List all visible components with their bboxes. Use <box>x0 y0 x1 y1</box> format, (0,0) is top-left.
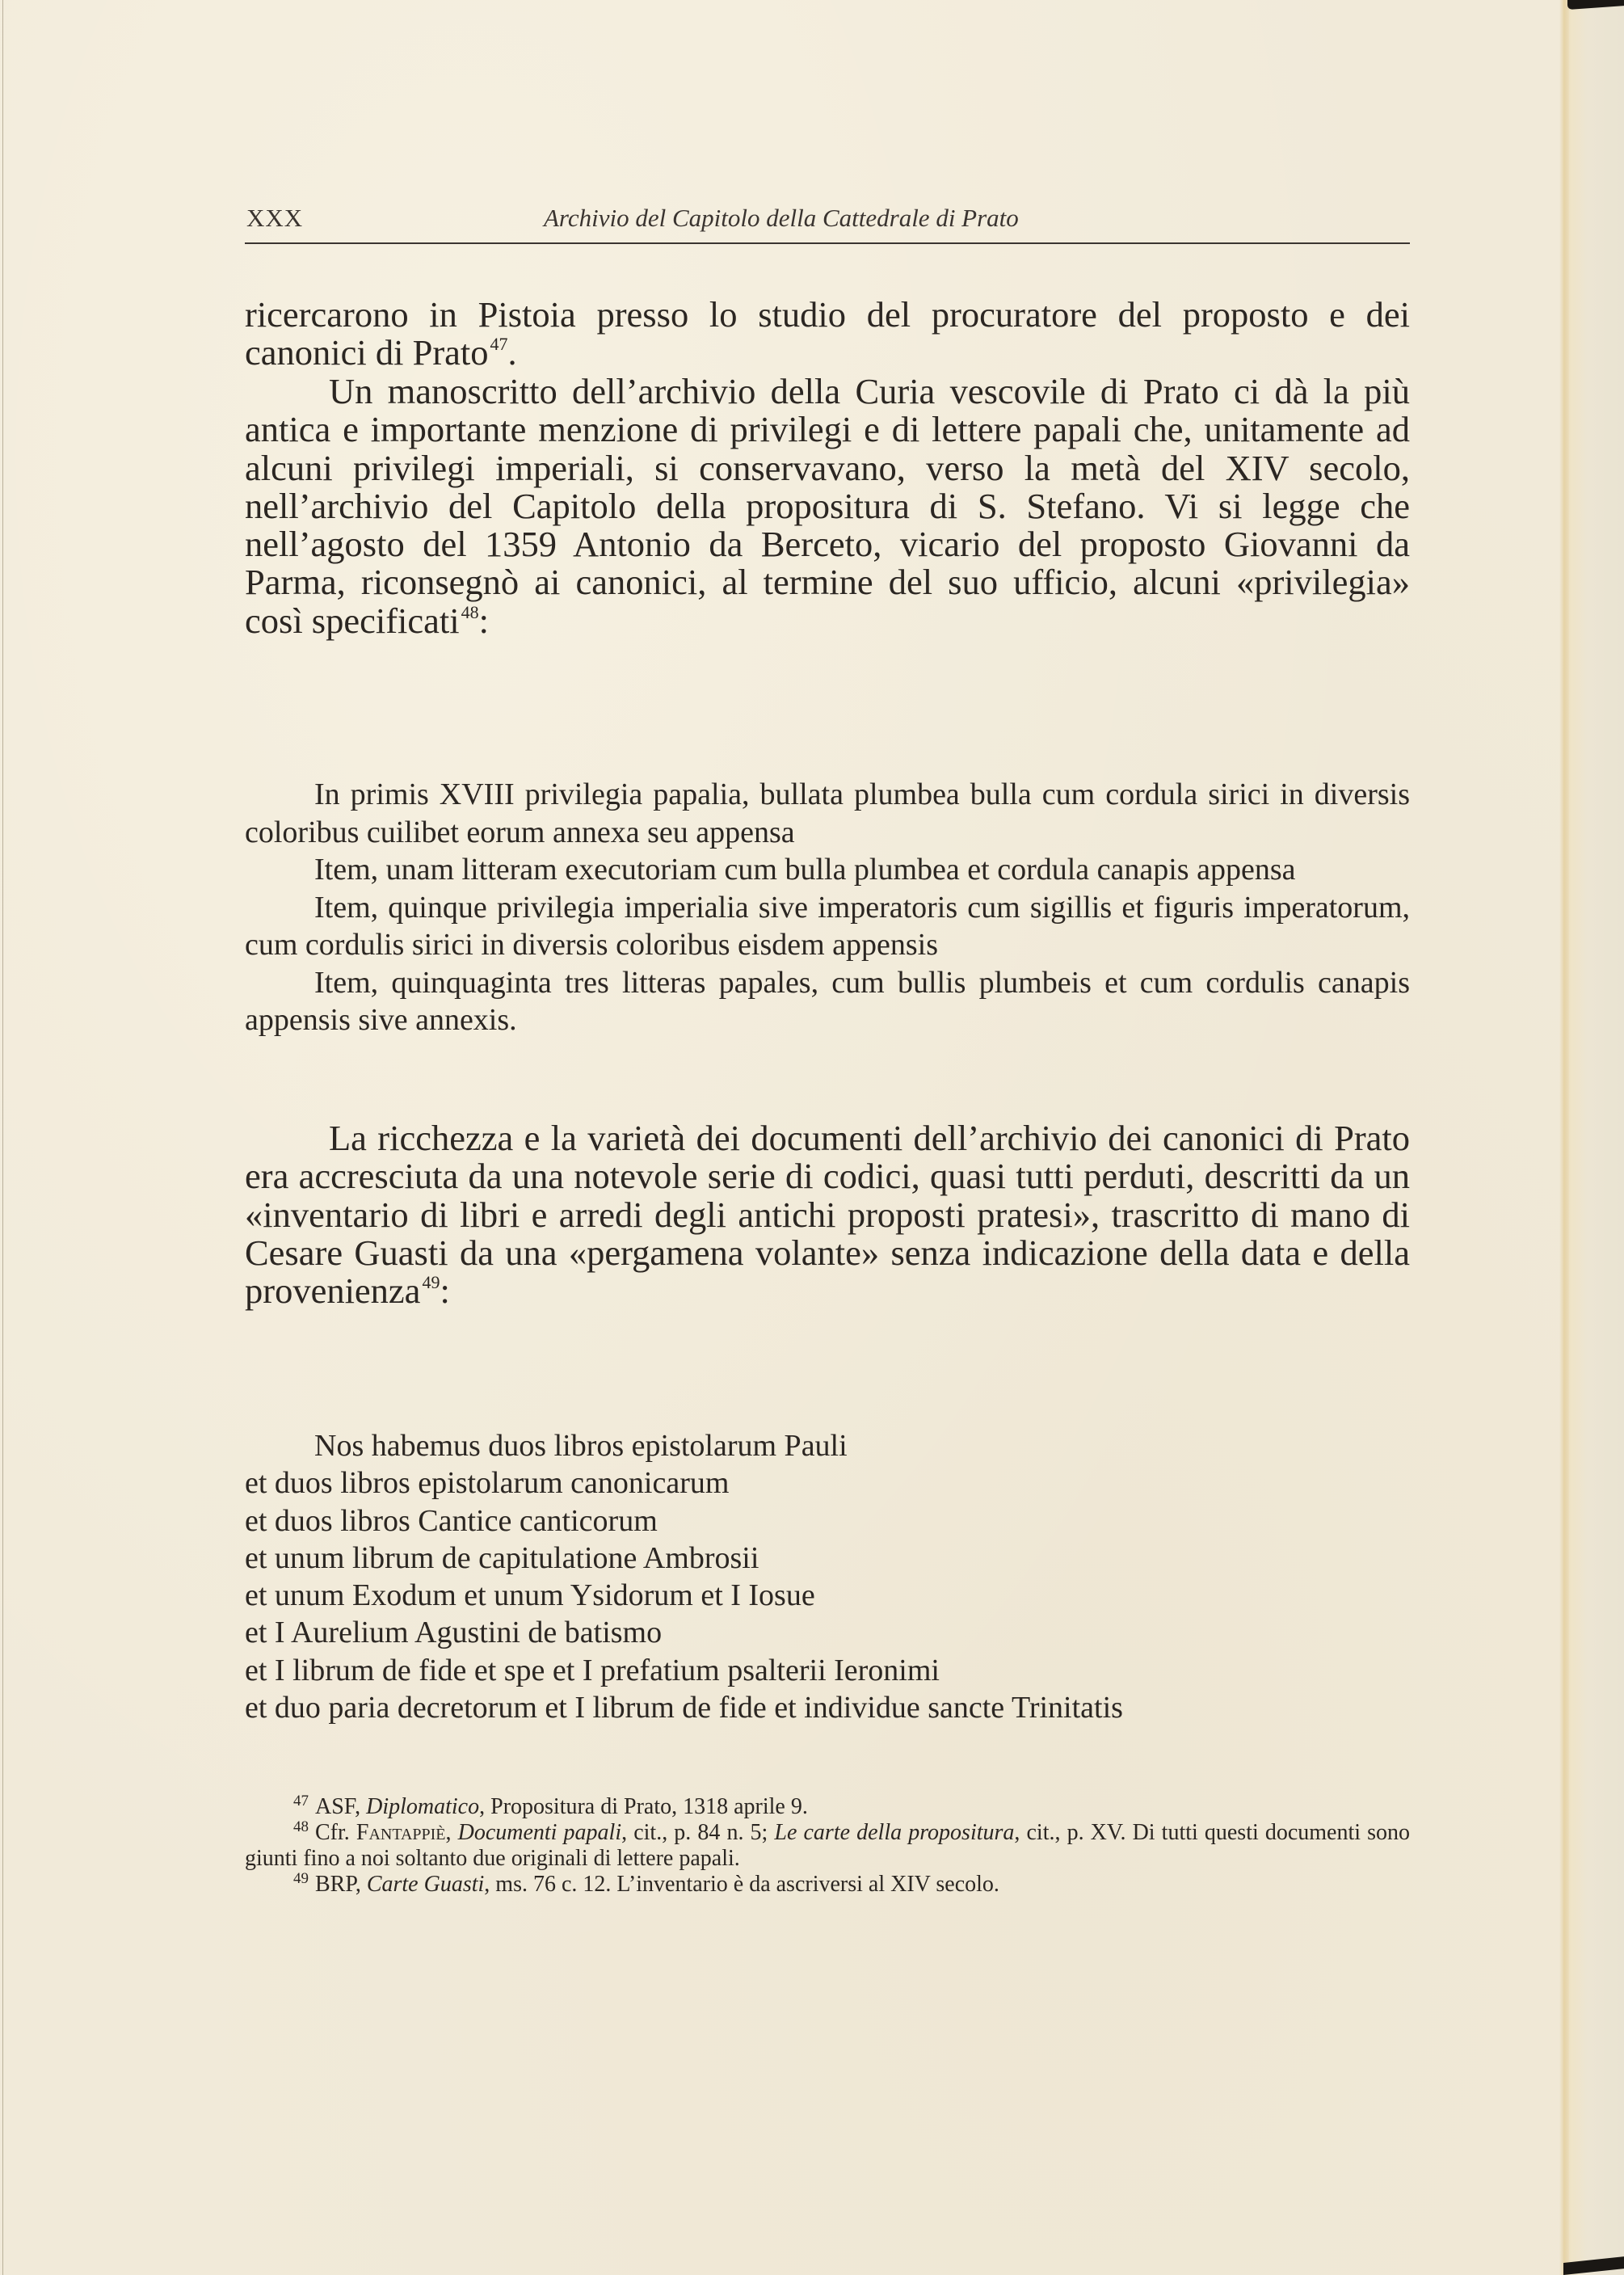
footnote-run: , ms. 76 c. 12. L’inventario è da ascriversi al XIV secolo. <box>484 1872 999 1897</box>
author-name: Fantappiè <box>356 1820 446 1845</box>
paragraph-tail: : <box>478 600 490 641</box>
footnote-ref: 47 <box>490 334 508 355</box>
inventory-line: Nos habemus duos libros epistolarum Pauli <box>314 1429 848 1463</box>
inventory-line: et I librum de fide et spe et I prefatium psalterii Ieronimi <box>245 1653 940 1687</box>
paragraph-text: La ricchezza e la varietà dei documenti dell’archivio dei canonici di Prato era accresciuta da una notevole serie di codici, quasi tutti perduti, descritti da un «inventario di libri e arredi degli antichi proposti pratesi», trascritto di mano di Cesare Guasti da una «pergamena volante» senza indicazione della data e della provenienza <box>245 1118 1410 1312</box>
paragraph-tail: : <box>440 1270 450 1312</box>
citation-title: Documenti papali <box>457 1820 622 1845</box>
quote-item: Item, unam litteram executoriam cum bulla plumbea et cordula canapis appensa <box>314 853 1296 887</box>
inventory-line: et unum librum de capitulatione Ambrosii <box>245 1540 759 1575</box>
inventory-line: et duos libros epistolarum canonicarum <box>245 1466 730 1501</box>
footnote-ref: 49 <box>422 1272 440 1293</box>
page-edge <box>2 0 3 2275</box>
footnote-run: Cfr. <box>315 1820 356 1845</box>
paragraph-text: Un manoscritto dell’archivio della Curia vescovile di Prato ci dà la più antica e importante menzione di privilegi e di lettere papali che, unitamente ad alcuni privilegi imperiali, si conservavano, verso la metà del XIV secolo, nell’archivio del Capitolo della propositura di S. Stefano. Vi si legge che nell’agosto del 1359 Antonio da Berceto, vicario del proposto Giovanni da Parma, riconsegnò ai canonici, al termine del suo ufficio, alcuni «privilegia» così specificati <box>245 371 1410 641</box>
footnote <box>245 1820 1410 1872</box>
paragraph <box>245 1119 1410 1310</box>
inventory-quote <box>245 1427 1410 1726</box>
inventory-line: et unum Exodum et unum Ysidorum et I Iosue <box>245 1578 815 1613</box>
quote-item: In primis XVIII privilegia papalia, bullata plumbea bulla cum cordula sirici in diversis coloribus cuilibet eorum annexa seu appensa <box>245 777 1410 849</box>
footnote-ref: 48 <box>461 601 479 622</box>
block-quote <box>245 776 1410 1039</box>
citation-title: Le carte della propositura <box>774 1820 1015 1845</box>
citation-title: Diplomatico <box>366 1794 480 1819</box>
footnote-text <box>315 1872 999 1897</box>
page-fold-shadow <box>1559 0 1569 2275</box>
book-gutter <box>1563 0 1624 2275</box>
footnote-text <box>315 1794 808 1819</box>
footnote-run: , <box>445 1820 458 1845</box>
footnotes <box>245 1794 1410 1898</box>
footnote-number: 49 <box>293 1870 309 1887</box>
footnote-run: , cit., p. XV. Di tutti questi documenti sono giunti fino a noi soltanto due originali di lettere papali. <box>245 1820 1411 1871</box>
inventory-line: et duo paria decretorum et I librum de fide et individue sancte Trinitatis <box>245 1691 1123 1725</box>
citation-title: Carte Guasti <box>366 1872 485 1897</box>
paragraph-continued <box>245 296 1410 373</box>
running-header <box>246 204 1410 241</box>
quote-item: Item, quinque privilegia imperialia sive imperatoris cum sigillis et figuris imperatorum, cum cordulis sirici in diversis coloribus eisdem appensis <box>245 890 1410 962</box>
footnote-run: BRP, <box>315 1872 367 1897</box>
footnote-run: , cit., p. 84 n. 5; <box>621 1820 775 1845</box>
quote-item: Item, quinquaginta tres litteras papales, cum bullis plumbeis et cum cordulis canapis appensis sive annexis. <box>245 965 1410 1037</box>
footnote-run: , Propositura di Prato, 1318 aprile 9. <box>479 1794 808 1819</box>
paragraph-text: ricercarono in Pistoia presso lo studio del procuratore del proposto e dei canonici di Prato <box>245 294 1410 373</box>
footnote <box>245 1794 1410 1820</box>
footnote-text <box>245 1820 1410 1871</box>
paragraph <box>245 373 1410 640</box>
running-title: Archivio del Capitolo della Cattedrale di Prato <box>544 204 1019 232</box>
inventory-line: et duos libros Cantice canticorum <box>245 1503 658 1538</box>
paragraph-tail: . <box>507 332 517 373</box>
footnote-number: 48 <box>293 1818 309 1835</box>
page-number: XXX <box>246 204 304 232</box>
footnote-number: 47 <box>293 1793 309 1809</box>
footnote-run: ASF, <box>315 1794 367 1819</box>
header-rule <box>245 242 1410 244</box>
footnote <box>245 1872 1410 1898</box>
inventory-line: et I Aurelium Agustini de batismo <box>245 1616 663 1650</box>
